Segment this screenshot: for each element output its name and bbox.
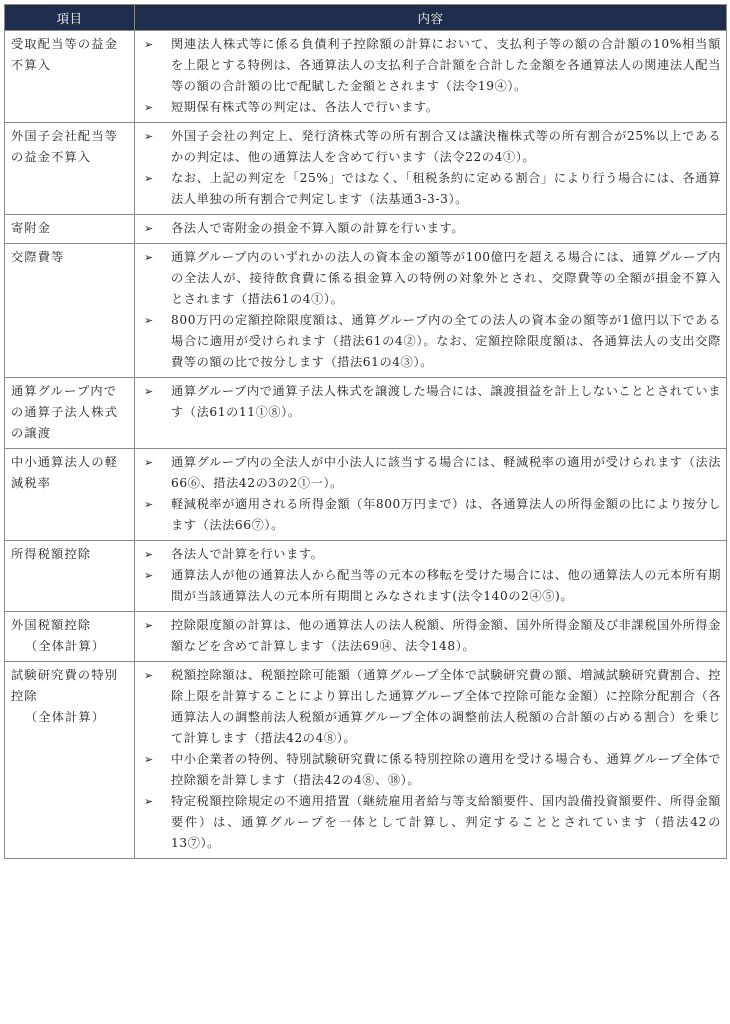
row-item-note: （全体計算）: [25, 710, 106, 724]
row-content-cell: [135, 244, 727, 378]
row-item-label: 外国子会社配当等の益金不算入: [11, 129, 119, 164]
table-row: [5, 215, 727, 244]
arrow-bullet-icon: ➢: [144, 619, 154, 632]
bullet-text: 通算グループ内のいずれかの法人の資本金の額等が100億円を超える場合には、通算グループ内の全法人が、接待飲食費に係る損金算入の特例の対象外とされ、交際費等の全額が損金不算入とされます（措法61の4①）。: [171, 250, 721, 306]
bullet-text: 軽減税率が適用される所得金額（年800万円まで）は、各通算法人の所得金額の比により按分します（法法66⑦）。: [171, 497, 721, 532]
row-item-cell: [5, 378, 135, 449]
list-item: [141, 615, 721, 657]
row-item-cell: [5, 541, 135, 612]
row-item-cell: [5, 662, 135, 859]
bullet-text: 控除限度額の計算は、他の通算法人の法人税額、所得金額、国外所得金額及び非課税国外所得金額などを含めて計算します（法法69⑭、法令148）。: [171, 618, 721, 653]
bullet-list: [141, 126, 721, 210]
row-item-cell: [5, 215, 135, 244]
arrow-bullet-icon: ➢: [144, 498, 154, 511]
row-content-cell: [135, 215, 727, 244]
row-item-label: 受取配当等の益金不算入: [11, 37, 119, 72]
list-item: [141, 310, 721, 373]
row-item-cell: [5, 244, 135, 378]
arrow-bullet-icon: ➢: [144, 251, 154, 264]
arrow-bullet-icon: ➢: [144, 222, 154, 235]
arrow-bullet-icon: ➢: [144, 385, 154, 398]
bullet-list: [141, 615, 721, 657]
row-content-cell: [135, 612, 727, 662]
rules-table: [4, 4, 727, 859]
bullet-text: 外国子会社の判定上、発行済株式等の所有割合又は議決権株式等の所有割合が25%以上であるかの判定は、他の通算法人を含めて行います（法令22の4①）。: [171, 129, 721, 164]
bullet-text: 通算グループ内の全法人が中小法人に該当する場合には、軽減税率の適用が受けられます（法法66⑥、措法42の3の2①一）。: [171, 455, 721, 490]
column-header-item: 項目: [5, 5, 135, 31]
row-item-label: 中小通算法人の軽減税率: [11, 455, 119, 490]
list-item: [141, 544, 721, 565]
list-item: [141, 381, 721, 423]
arrow-bullet-icon: ➢: [144, 101, 154, 114]
table-row: [5, 244, 727, 378]
bullet-text: 短期保有株式等の判定は、各法人で行います。: [171, 100, 439, 114]
list-item: [141, 749, 721, 791]
row-item-label: 寄附金: [11, 221, 52, 235]
list-item: [141, 247, 721, 310]
row-item-label: 交際費等: [11, 250, 65, 264]
row-content-cell: [135, 662, 727, 859]
row-item-label: 試験研究費の特別控除: [11, 668, 119, 703]
bullet-text: 各法人で計算を行います。: [171, 547, 324, 561]
column-header-content: 内容: [135, 5, 727, 31]
row-content-cell: [135, 378, 727, 449]
table-row: [5, 449, 727, 541]
bullet-text: 800万円の定額控除限度額は、通算グループ内の全ての法人の資本金の額等が1億円以下である場合に適用が受けられます（措法61の4②）。なお、定額控除限度額は、各通算法人の支出交際費等の額の比で按分します（措法61の4③）。: [171, 313, 721, 369]
arrow-bullet-icon: ➢: [144, 172, 154, 185]
row-item-label: 通算グループ内での通算子法人株式の譲渡: [11, 384, 119, 440]
row-item-note: （全体計算）: [25, 639, 106, 653]
arrow-bullet-icon: ➢: [144, 38, 154, 51]
row-content-cell: [135, 449, 727, 541]
list-item: [141, 126, 721, 168]
list-item: [141, 168, 721, 210]
table-row: [5, 31, 727, 123]
bullet-list: [141, 218, 721, 239]
bullet-list: [141, 381, 721, 423]
table-row: [5, 612, 727, 662]
table-row: [5, 123, 727, 215]
row-item-cell: [5, 612, 135, 662]
table-row: [5, 541, 727, 612]
row-content-cell: [135, 31, 727, 123]
bullet-list: [141, 247, 721, 373]
list-item: [141, 452, 721, 494]
table-row: [5, 662, 727, 859]
bullet-text: 税額控除額は、税額控除可能額（通算グループ全体で試験研究費の額、増減試験研究費割合、控除上限を計算することにより算出した通算グループ全体で控除可能な金額）に控除分配割合（各通算法人の調整前法人税額が通算グループ全体の調整前法人税額の合計額の占める割合）を乗じて計算します（措法42の4⑧）。: [171, 668, 721, 745]
arrow-bullet-icon: ➢: [144, 569, 154, 582]
list-item: [141, 34, 721, 97]
arrow-bullet-icon: ➢: [144, 456, 154, 469]
bullet-text: 特定税額控除規定の不適用措置（継続雇用者給与等支給額要件、国内設備投資額要件、所得金額要件）は、通算グループを一体として計算し、判定することとされています（措法42の13⑦）。: [171, 794, 721, 850]
arrow-bullet-icon: ➢: [144, 795, 154, 808]
bullet-list: [141, 452, 721, 536]
bullet-text: 各法人で寄附金の損金不算入額の計算を行います。: [171, 221, 465, 235]
row-item-cell: [5, 123, 135, 215]
row-item-cell: [5, 449, 135, 541]
bullet-text: 通算法人が他の通算法人から配当等の元本の移転を受けた場合には、他の通算法人の元本所有期間が当該通算法人の元本所有期間とみなされます(法令140の2④⑤)。: [171, 568, 721, 603]
bullet-text: 通算グループ内で通算子法人株式を譲渡した場合には、譲渡損益を計上しないこととされています（法61の11①⑧）。: [171, 384, 721, 419]
arrow-bullet-icon: ➢: [144, 669, 154, 682]
list-item: [141, 97, 721, 118]
list-item: [141, 218, 721, 239]
row-item-cell: [5, 31, 135, 123]
row-item-label: 外国税額控除: [11, 618, 92, 632]
bullet-list: [141, 665, 721, 854]
arrow-bullet-icon: ➢: [144, 753, 154, 766]
arrow-bullet-icon: ➢: [144, 314, 154, 327]
table-header-row: [5, 5, 727, 31]
list-item: [141, 494, 721, 536]
list-item: [141, 791, 721, 854]
row-item-label: 所得税額控除: [11, 547, 92, 561]
arrow-bullet-icon: ➢: [144, 130, 154, 143]
bullet-list: [141, 34, 721, 118]
bullet-text: 中小企業者の特例、特別試験研究費に係る特別控除の適用を受ける場合も、通算グループ全体で控除額を計算します（措法42の4⑧、⑱）。: [171, 752, 721, 787]
bullet-list: [141, 544, 721, 607]
row-content-cell: [135, 123, 727, 215]
list-item: [141, 665, 721, 749]
arrow-bullet-icon: ➢: [144, 548, 154, 561]
table-row: [5, 378, 727, 449]
bullet-text: なお、上記の判定を「25%」ではなく、「租税条約に定める割合」により行う場合には、各通算法人単独の所有割合で判定します（法基通3-3-3）。: [171, 171, 721, 206]
list-item: [141, 565, 721, 607]
bullet-text: 関連法人株式等に係る負債利子控除額の計算において、支払利子等の額の合計額の10%相当額を上限とする特例は、各通算法人の支払利子合計額を合計した金額を各通算法人の関連法人配当等の額の合計額の比で配賦した金額とされます（法令19④）。: [171, 37, 721, 93]
row-content-cell: [135, 541, 727, 612]
